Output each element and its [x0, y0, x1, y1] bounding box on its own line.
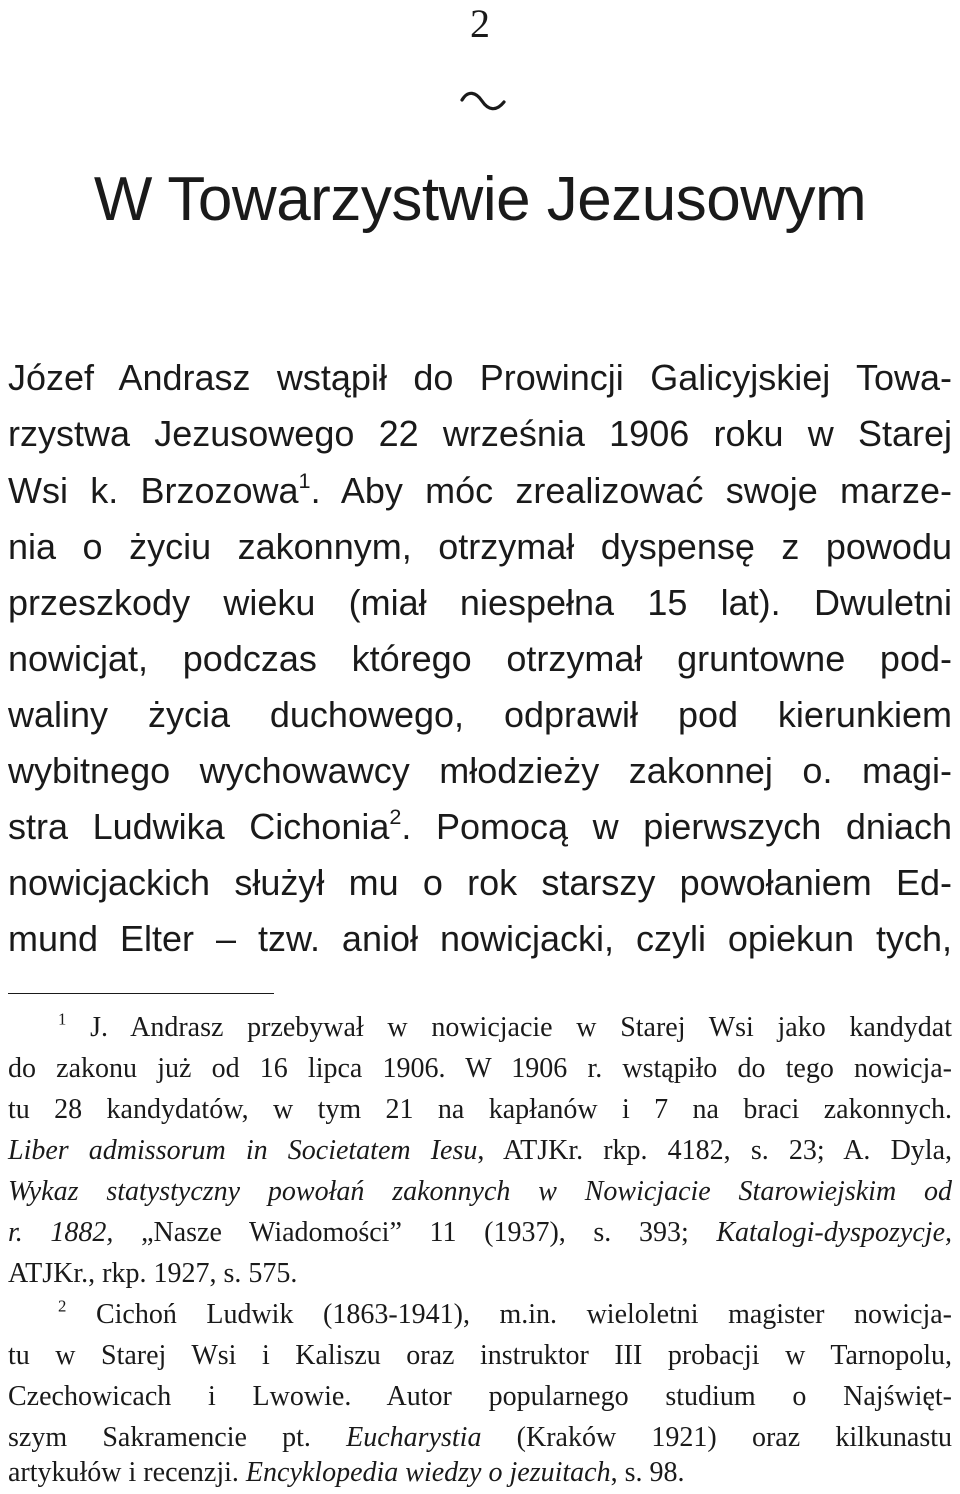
body-text-run: . Pomocą w pierwszych dniach — [401, 806, 952, 847]
footnote-text: , ATJKr. rkp. 4182, s. 23; A. Dyla, — [477, 1135, 952, 1166]
body-line — [8, 799, 952, 855]
footnote-italic: Encyklopedia wiedzy o jezuitach — [245, 1457, 611, 1488]
body-line: waliny życia duchowego, odprawił pod kierunkiem — [8, 694, 952, 735]
body-line — [8, 463, 952, 519]
footnote-separator — [8, 993, 274, 994]
footnote-italic: Katalogi-dyspozycje, — [716, 1217, 952, 1248]
footnote-text: (Kraków 1921) oraz kilkunastu — [481, 1422, 953, 1453]
chapter-title: W Towarzystwie Jezusowym — [93, 165, 867, 234]
footnote-text: , s. 98. — [610, 1457, 685, 1488]
footnote-line: tu 28 kandydatów, w tym 21 na kapłanów i 7 na braci zakonnych. — [8, 1094, 952, 1125]
footnote-line — [8, 1453, 952, 1493]
footnote-marker: 2 — [58, 1296, 67, 1316]
footnote-line: ATJKr., rkp. 1927, s. 575. — [8, 1258, 298, 1289]
footnote-line — [8, 1213, 952, 1253]
body-text-run: Wsi k. Brzozowa — [8, 470, 299, 511]
body-line: przeszkody wieku (miał niespełna 15 lat). Dwuletni — [8, 582, 952, 623]
body-line: nia o życiu zakonnym, otrzymał dyspensę z powodu — [8, 526, 952, 567]
footnote-line: do zakonu już od 16 lipca 1906. W 1906 r. wstąpiło do tego nowicja- — [8, 1053, 952, 1084]
footnote-marker: 1 — [58, 1009, 67, 1029]
footnote-ref-1[interactable]: 1 — [298, 467, 311, 493]
footnote-ref-2[interactable]: 2 — [389, 803, 402, 829]
footnote-text: szym Sakramencie pt. — [8, 1422, 347, 1453]
footnote-line — [58, 1295, 952, 1335]
footnote-line — [8, 1172, 952, 1212]
body-text-run: stra Ludwika Cichonia — [8, 806, 390, 847]
footnote-text: artykułów i recenzji. — [8, 1457, 246, 1488]
footnote-italic: r. 1882, — [8, 1217, 114, 1248]
body-line: mund Elter – tzw. anioł nowicjacki, czyli opiekun tych, — [8, 918, 952, 959]
footnote-italic: Eucharystia — [346, 1422, 482, 1453]
tilde-ornament-icon — [458, 88, 508, 118]
body-line: nowicjat, podczas którego otrzymał gruntowne pod- — [8, 638, 952, 679]
footnote-line — [8, 1418, 952, 1458]
footnote-line: Czechowicach i Lwowie. Autor popularnego studium o Najświęt- — [8, 1381, 952, 1412]
chapter-number: 2 — [470, 1, 490, 46]
footnote-italic: Wykaz statystyczny powołań zakonnych w Nowicjacie Starowiejskim od — [8, 1176, 952, 1207]
footnote-text: Cichoń Ludwik (1863-1941), m.in. wieloletni magister nowicja- — [95, 1299, 953, 1330]
body-line: Józef Andrasz wstąpił do Prowincji Galicyjskiej Towa- — [8, 357, 952, 398]
footnote-text: „Nasze Wiadomości” 11 (1937), s. 393; — [113, 1217, 717, 1248]
footnote-text: J. Andrasz przebywał w nowicjacie w Starej Wsi jako kandydat — [90, 1012, 953, 1043]
footnote-line: tu w Starej Wsi i Kaliszu oraz instruktor III probacji w Tarnopolu, — [8, 1340, 952, 1371]
body-text-run: . Aby móc zrealizować swoje marze- — [310, 470, 952, 511]
footnote-italic: Liber admissorum in Societatem Iesu — [8, 1135, 478, 1166]
body-line: nowicjackich służył mu o rok starszy powołaniem Ed- — [8, 862, 952, 903]
body-line: rzystwa Jezusowego 22 września 1906 roku w Starej — [8, 413, 952, 454]
body-line: wybitnego wychowawcy młodzieży zakonnej o. magi- — [8, 750, 952, 791]
footnote-line — [8, 1131, 952, 1171]
footnote-line — [58, 1008, 952, 1048]
